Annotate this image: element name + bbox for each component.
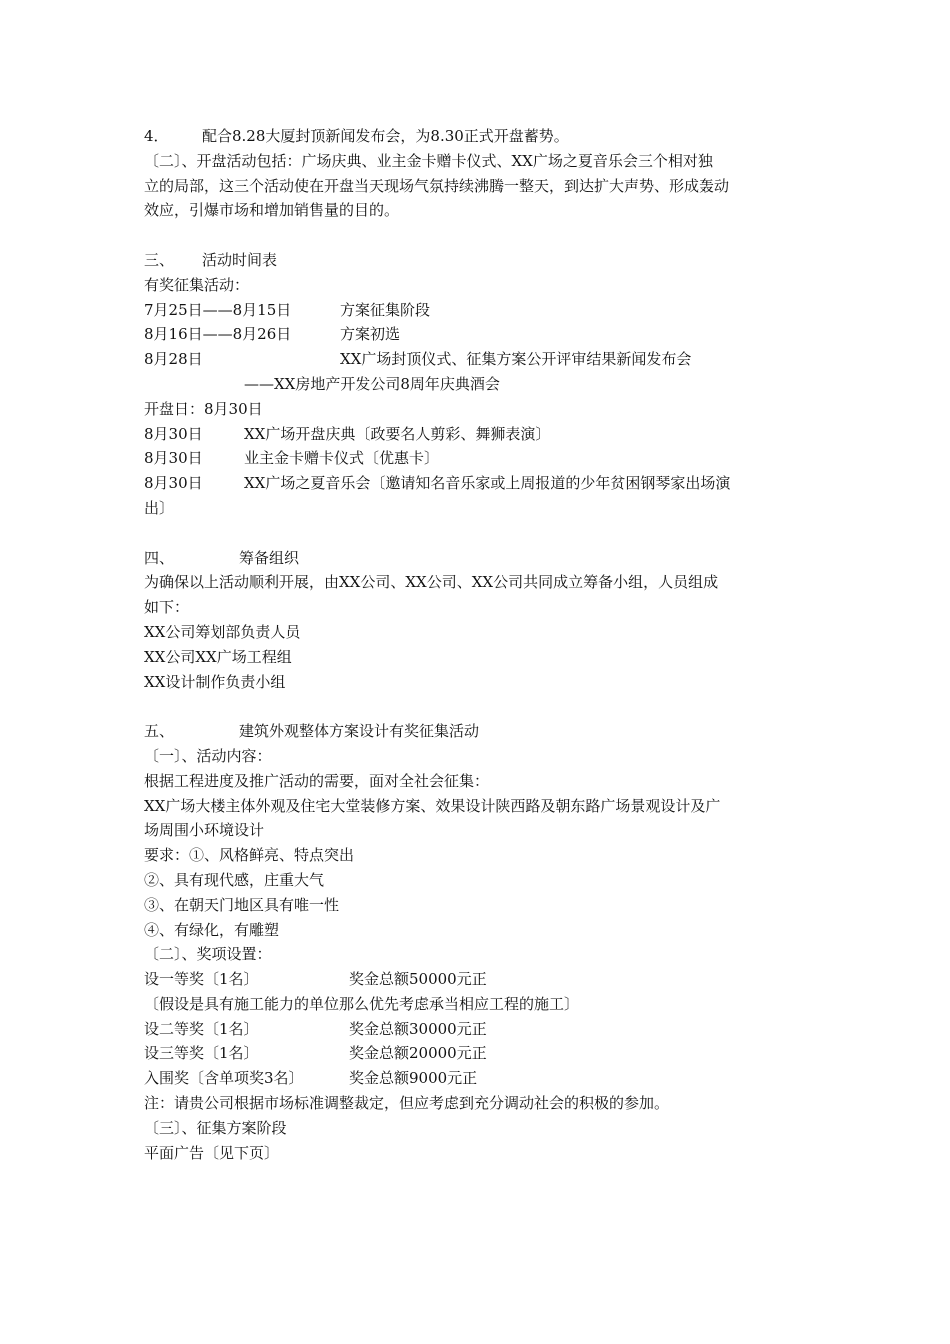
subsection-prizes: 〔二〕、奖项设置： bbox=[144, 945, 272, 964]
section-title: 建筑外观整体方案设计有奖征集活动 bbox=[239, 722, 480, 741]
prize-name: 入围奖〔含单项奖3名〕 bbox=[144, 1069, 304, 1088]
goal-item-4 bbox=[144, 124, 808, 149]
section-heading-schedule bbox=[144, 248, 808, 273]
design-desc-3: 场周围小环境设计 bbox=[144, 821, 265, 840]
opening-date: 8月30日 bbox=[144, 449, 203, 468]
document-page bbox=[144, 124, 808, 1165]
section-heading-org bbox=[144, 546, 808, 571]
ad-line: 平面广告〔见下页〕 bbox=[144, 1143, 280, 1162]
design-desc-1: 根据工程进度及推广活动的需要，面对全社会征集： bbox=[144, 771, 490, 790]
org-intro-line-1: 为确保以上活动顺利开展，由XX公司、XX公司、XX公司共同成立筹备小组，人员组成 bbox=[144, 573, 719, 592]
prize-row-1 bbox=[144, 967, 808, 992]
opening-event: 业主金卡赠卡仪式〔优惠卡〕 bbox=[244, 449, 440, 468]
prize-amount: 奖金总额20000元正 bbox=[349, 1044, 487, 1063]
requirement-item: ④、有绿化，有雕塑 bbox=[144, 920, 280, 939]
design-desc-2: XX广场大楼主体外观及住宅大堂装修方案、效果设计陕西路及朝东路广场景观设计及广 bbox=[144, 796, 721, 815]
opening-date: 8月30日 bbox=[144, 424, 203, 443]
schedule-row-1 bbox=[144, 298, 808, 323]
opening-row-3 bbox=[144, 471, 808, 496]
requirement-item: 要求：①、风格鲜亮、特点突出 bbox=[144, 846, 355, 865]
schedule-date: 8月28日 bbox=[144, 350, 203, 369]
subsection-collection: 〔三〕、征集方案阶段 bbox=[144, 1118, 287, 1137]
opening-date: 8月30日 bbox=[144, 474, 203, 493]
prize-row-2 bbox=[144, 1017, 808, 1042]
section-heading-design bbox=[144, 719, 808, 744]
schedule-date: 8月16日——8月26日 bbox=[144, 325, 292, 344]
org-member: XX公司XX广场工程组 bbox=[144, 647, 292, 666]
section-title: 活动时间表 bbox=[202, 250, 278, 269]
prize-amount: 奖金总额30000元正 bbox=[349, 1019, 487, 1038]
schedule-event: XX广场封顶仪式、征集方案公开评审结果新闻发布会 bbox=[340, 350, 692, 369]
prize-amount: 奖金总额9000元正 bbox=[349, 1069, 478, 1088]
prize-note: 〔假设是具有施工能力的单位那么优先考虑承当相应工程的施工〕 bbox=[144, 994, 580, 1013]
schedule-date: 7月25日——8月15日 bbox=[144, 300, 292, 319]
section-title: 筹备组织 bbox=[239, 548, 300, 567]
goal-item-4-number: 4． bbox=[144, 127, 169, 145]
banquet-line: ——XX房地产开发公司8周年庆典酒会 bbox=[244, 374, 500, 393]
opening-row-3-tail: 出〕 bbox=[144, 498, 175, 517]
schedule-row-2 bbox=[144, 322, 808, 347]
org-member: XX设计制作负责小组 bbox=[144, 672, 286, 691]
opening-row-1 bbox=[144, 422, 808, 447]
schedule-row-3 bbox=[144, 347, 808, 372]
prize-name: 设三等奖〔1名〕 bbox=[144, 1044, 259, 1063]
schedule-event: 方案征集阶段 bbox=[340, 300, 431, 319]
section-number: 五、 bbox=[144, 722, 175, 741]
blank-line bbox=[144, 521, 808, 546]
section-number: 三、 bbox=[144, 250, 175, 269]
prize-row-3 bbox=[144, 1041, 808, 1066]
prize-name: 设二等奖〔1名〕 bbox=[144, 1019, 259, 1038]
opening-day: 开盘日：8月30日 bbox=[144, 399, 263, 418]
blank-line bbox=[144, 694, 808, 719]
opening-activities-line-1: 〔二〕、开盘活动包括：广场庆典、业主金卡赠卡仪式、XX广场之夏音乐会三个相对独 bbox=[144, 151, 713, 170]
opening-activities-line-2: 立的局部，这三个活动使在开盘当天现场气氛持续沸腾一整天，到达扩大声势、形成轰动 bbox=[144, 176, 730, 195]
goal-item-4-text: 配合8.28大厦封顶新闻发布会，为8.30正式开盘蓄势。 bbox=[202, 127, 569, 145]
opening-row-2 bbox=[144, 446, 808, 471]
contest-label: 有奖征集活动： bbox=[144, 275, 250, 294]
prize-amount: 奖金总额50000元正 bbox=[349, 970, 487, 989]
note-line: 注：请贵公司根据市场标准调整裁定，但应考虑到充分调动社会的积极的参加。 bbox=[144, 1094, 670, 1113]
subsection-content: 〔一〕、活动内容： bbox=[144, 746, 272, 765]
org-member: XX公司筹划部负责人员 bbox=[144, 622, 301, 641]
requirement-item: ③、在朝天门地区具有唯一性 bbox=[144, 895, 340, 914]
opening-event: XX广场之夏音乐会〔邀请知名音乐家或上周报道的少年贫困钢琴家出场演 bbox=[244, 474, 731, 493]
blank-line bbox=[144, 223, 808, 248]
section-number: 四、 bbox=[144, 548, 175, 567]
prize-name: 设一等奖〔1名〕 bbox=[144, 970, 259, 989]
org-intro-line-2: 如下： bbox=[144, 598, 190, 617]
schedule-event: 方案初选 bbox=[340, 325, 401, 344]
requirement-item: ②、具有现代感，庄重大气 bbox=[144, 870, 325, 889]
prize-row-4 bbox=[144, 1066, 808, 1091]
opening-activities-line-3: 效应，引爆市场和增加销售量的目的。 bbox=[144, 201, 400, 220]
opening-event: XX广场开盘庆典〔政要名人剪彩、舞狮表演〕 bbox=[244, 424, 551, 443]
